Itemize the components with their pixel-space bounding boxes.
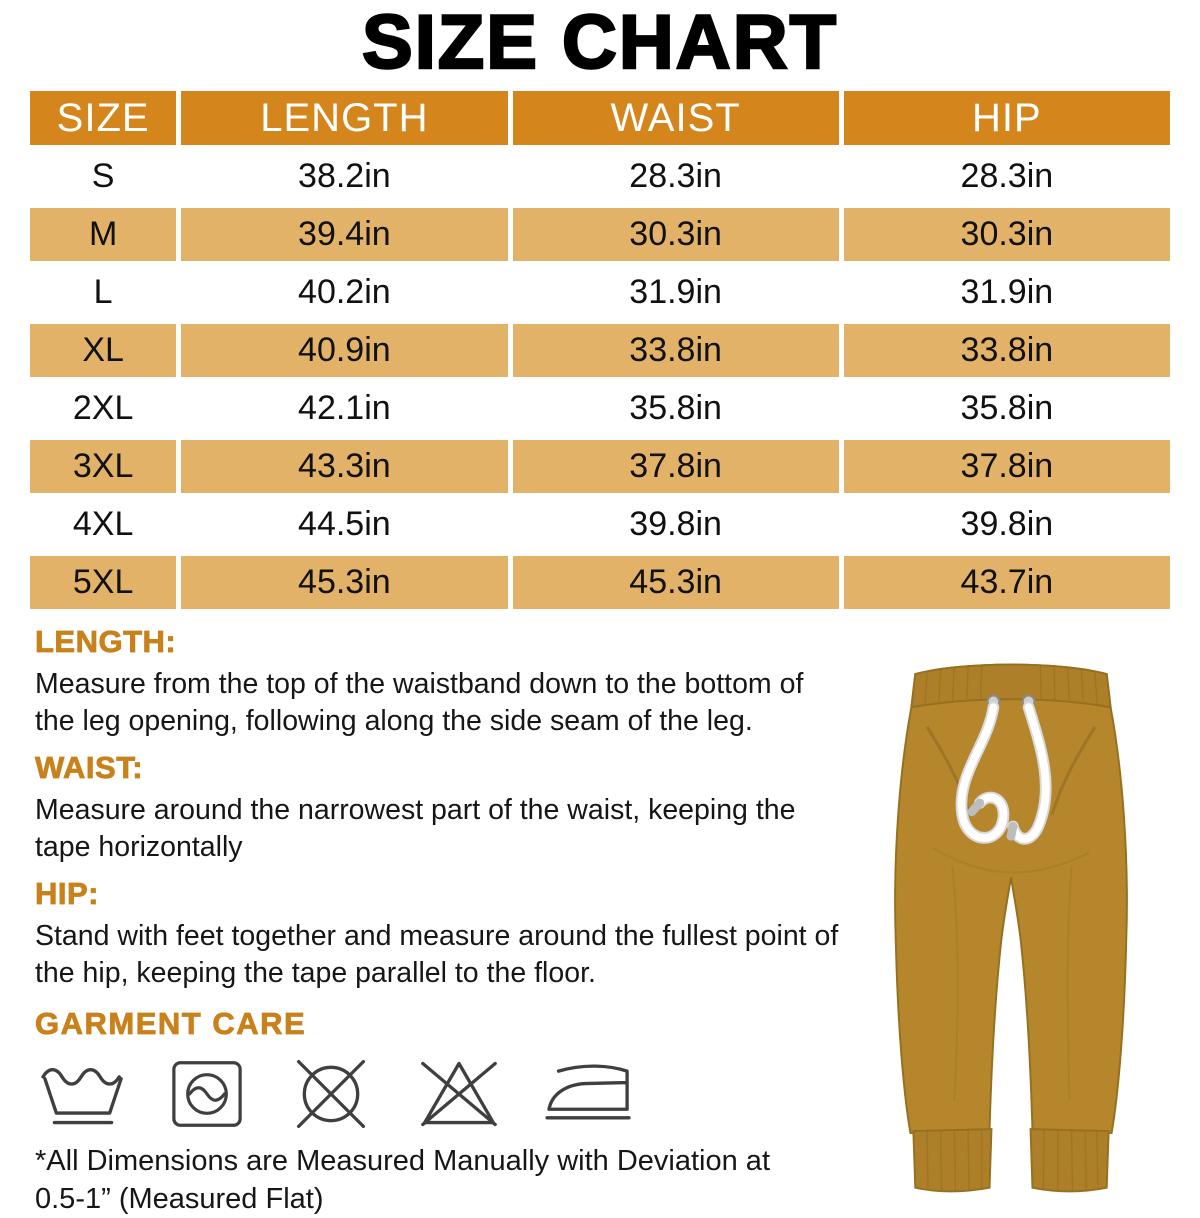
length-cell: 43.3in — [181, 440, 507, 493]
size-cell: L — [30, 266, 176, 319]
waist-section-body: Measure around the narrowest part of the waist, keeping the tape horizontally — [35, 794, 796, 863]
table-row — [30, 498, 1170, 551]
size-cell: 3XL — [30, 440, 176, 493]
column-header-hip: HIP — [844, 91, 1170, 145]
table-row — [30, 440, 1170, 493]
garment-care-icons — [35, 1054, 840, 1134]
length-cell: 40.2in — [181, 266, 507, 319]
hip-cell: 30.3in — [844, 208, 1170, 261]
column-header-size: SIZE — [30, 91, 176, 145]
hip-cell: 39.8in — [844, 498, 1170, 551]
table-row — [30, 208, 1170, 261]
hip-section-heading: HIP: — [35, 876, 99, 911]
hip-cell: 37.8in — [844, 440, 1170, 493]
hip-cell: 33.8in — [844, 324, 1170, 377]
pants-graphic — [845, 650, 1177, 1202]
page-title: SIZE CHART — [362, 0, 838, 85]
length-cell: 40.9in — [181, 324, 507, 377]
table-row — [30, 382, 1170, 435]
length-cell: 45.3in — [181, 556, 507, 609]
jogger-pants-image — [845, 650, 1177, 1202]
waist-cell: 35.8in — [513, 382, 839, 435]
size-cell: 2XL — [30, 382, 176, 435]
length-section-body: Measure from the top of the waistband down to the bottom of the leg opening, following along the side seam of the leg. — [35, 668, 804, 737]
waist-cell: 37.8in — [513, 440, 839, 493]
garment-care-heading: GARMENT CARE — [35, 1006, 307, 1041]
table-row — [30, 150, 1170, 203]
size-cell: S — [30, 150, 176, 203]
hip-cell: 35.8in — [844, 382, 1170, 435]
waist-cell: 28.3in — [513, 150, 839, 203]
measurement-instructions — [35, 624, 840, 1218]
length-cell: 38.2in — [181, 150, 507, 203]
waist-section-heading: WAIST: — [35, 750, 144, 785]
size-cell: M — [30, 208, 176, 261]
length-cell: 44.5in — [181, 498, 507, 551]
waist-cell: 33.8in — [513, 324, 839, 377]
waist-cell: 45.3in — [513, 556, 839, 609]
table-row — [30, 266, 1170, 319]
length-section-heading: LENGTH: — [35, 624, 177, 659]
column-header-waist: WAIST — [513, 91, 839, 145]
length-cell: 39.4in — [181, 208, 507, 261]
iron-icon — [539, 1054, 639, 1134]
waist-cell: 31.9in — [513, 266, 839, 319]
hip-cell: 43.7in — [844, 556, 1170, 609]
column-header-length: LENGTH — [181, 91, 507, 145]
machine-wash-icon — [161, 1054, 253, 1134]
waist-cell: 39.8in — [513, 498, 839, 551]
table-header-row — [30, 91, 1170, 145]
length-cell: 42.1in — [181, 382, 507, 435]
size-cell: XL — [30, 324, 176, 377]
disclaimer-note: *All Dimensions are Measured Manually with Deviation at 0.5-1” (Measured Flat) — [35, 1145, 770, 1215]
size-cell: 4XL — [30, 498, 176, 551]
hip-section-body: Stand with feet together and measure around the fullest point of the hip, keeping the tape parallel to the floor. — [35, 920, 839, 989]
table-row — [30, 556, 1170, 609]
size-chart-table — [25, 86, 1175, 614]
waist-cell: 30.3in — [513, 208, 839, 261]
size-cell: 5XL — [30, 556, 176, 609]
wash-mild-icon — [35, 1054, 131, 1134]
table-row — [30, 324, 1170, 377]
do-not-bleach-icon — [409, 1054, 509, 1134]
hip-cell: 31.9in — [844, 266, 1170, 319]
hip-cell: 28.3in — [844, 150, 1170, 203]
do-not-dry-clean-icon — [283, 1054, 379, 1134]
